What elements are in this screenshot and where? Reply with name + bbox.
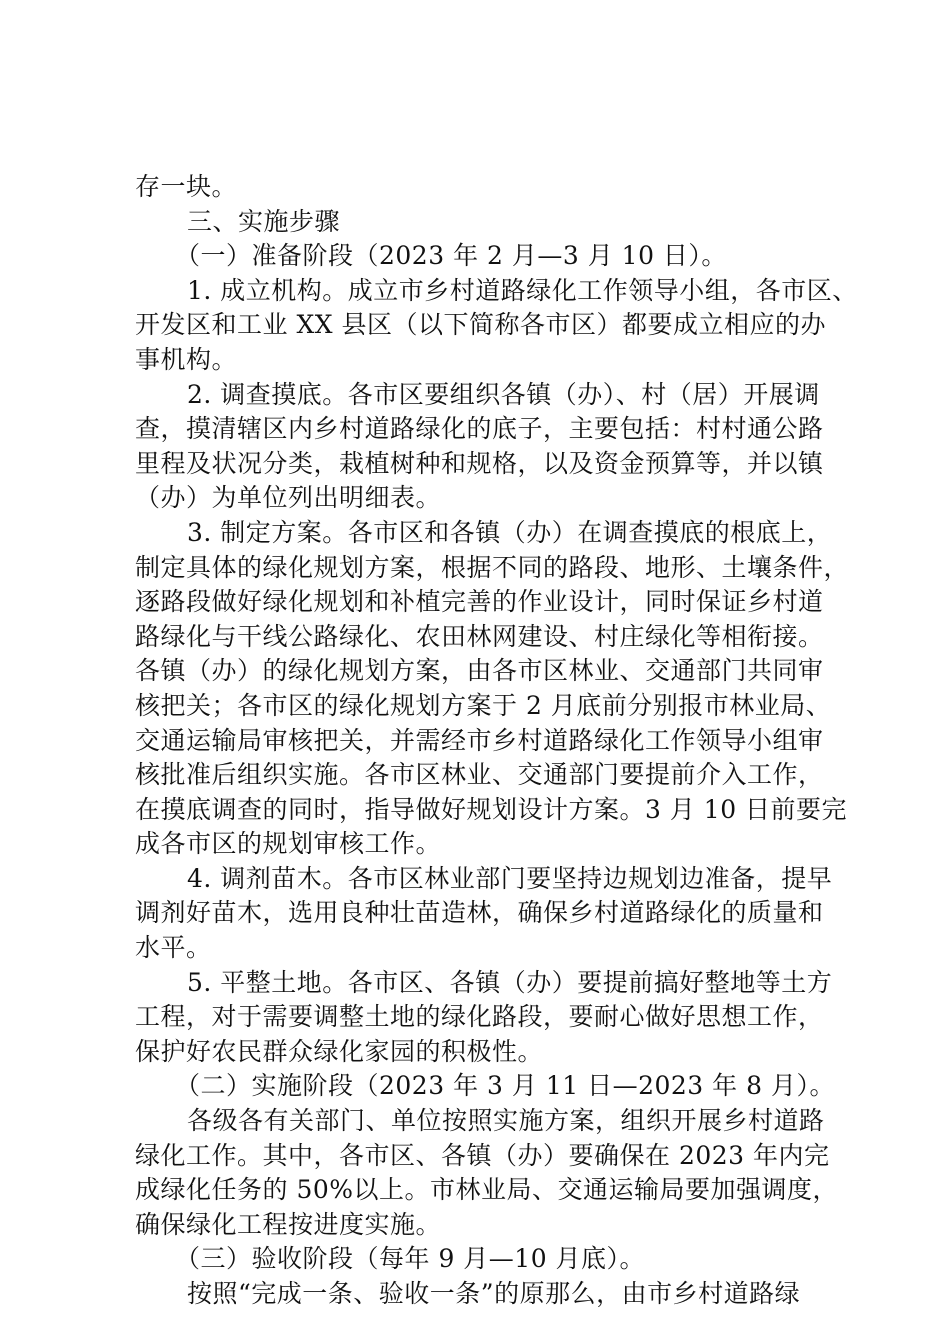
text-line: 核把关；各市区的绿化规划方案于 2 月底前分别报市林业局、 bbox=[135, 690, 832, 720]
text-line: 逐路段做好绿化规划和补植完善的作业设计，同时保证乡村道 bbox=[135, 587, 824, 617]
text-line: 在摸底调查的同时，指导做好规划设计方案。3 月 10 日前要完 bbox=[135, 794, 848, 824]
text-line: 制定具体的绿化规划方案，根据不同的路段、地形、土壤条件， bbox=[135, 552, 850, 582]
subsection-heading: （二）实施阶段（2023 年 3 月 11 日—2023 年 8 月）。 bbox=[175, 1071, 835, 1101]
text-line: 事机构。 bbox=[135, 344, 238, 374]
text-line: 查，摸清辖区内乡村道路绿化的底子，主要包括：村村通公路 bbox=[135, 414, 824, 444]
text-line: 2. 调查摸底。各市区要组织各镇（办）、村（居）开展调 bbox=[187, 379, 820, 409]
subsection-heading: （一）准备阶段（2023 年 2 月—3 月 10 日）。 bbox=[175, 241, 727, 271]
text-line: 工程，对于需要调整土地的绿化路段，要耐心做好思想工作， bbox=[135, 1002, 824, 1032]
document-body bbox=[135, 170, 858, 1312]
text-line: 5. 平整土地。各市区、各镇（办）要提前搞好整地等土方 bbox=[187, 967, 833, 997]
subsection-heading: （三）验收阶段（每年 9 月—10 月底）。 bbox=[175, 1244, 646, 1274]
section-heading: 三、实施步骤 bbox=[187, 206, 341, 236]
text-line: 3. 制定方案。各市区和各镇（办）在调查摸底的根底上， bbox=[187, 517, 833, 547]
text-line: 成各市区的规划审核工作。 bbox=[135, 829, 442, 859]
text-line: 确保绿化工程按进度实施。 bbox=[135, 1209, 442, 1239]
text-line: 路绿化与干线公路绿化、农田林网建设、村庄绿化等相衔接。 bbox=[135, 621, 824, 651]
text-line: 开发区和工业 XX 县区（以下简称各市区）都要成立相应的办 bbox=[135, 310, 826, 340]
text-line: 成绿化任务的 50%以上。市林业局、交通运输局要加强调度， bbox=[135, 1175, 839, 1205]
text-line: （办）为单位列出明细表。 bbox=[135, 483, 442, 513]
text-line: 核批准后组织实施。各市区林业、交通部门要提前介入工作， bbox=[135, 760, 824, 790]
text-line: 存一块。 bbox=[135, 172, 238, 201]
text-line: 绿化工作。其中，各市区、各镇（办）要确保在 2023 年内完 bbox=[135, 1140, 830, 1170]
text-line: 交通运输局审核把关，并需经市乡村道路绿化工作领导小组审 bbox=[135, 725, 824, 755]
text-line: 各镇（办）的绿化规划方案，由各市区林业、交通部门共同审 bbox=[135, 656, 824, 686]
text-line: 1. 成立机构。成立市乡村道路绿化工作领导小组，各市区、 bbox=[187, 275, 858, 305]
text-line: 各级各有关部门、单位按照实施方案，组织开展乡村道路 bbox=[187, 1106, 825, 1136]
text-line: 调剂好苗木，选用良种壮苗造林，确保乡村道路绿化的质量和 bbox=[135, 898, 824, 928]
text-line: 水平。 bbox=[135, 933, 212, 963]
text-line: 保护好农民群众绿化家园的积极性。 bbox=[135, 1036, 544, 1066]
text-line: 按照“完成一条、验收一条”的原那么，由市乡村道路绿 bbox=[187, 1279, 801, 1308]
text-line: 4. 调剂苗木。各市区林业部门要坚持边规划边准备，提早 bbox=[187, 863, 833, 893]
text-line: 里程及状况分类，栽植树种和规格，以及资金预算等，并以镇 bbox=[135, 448, 824, 478]
